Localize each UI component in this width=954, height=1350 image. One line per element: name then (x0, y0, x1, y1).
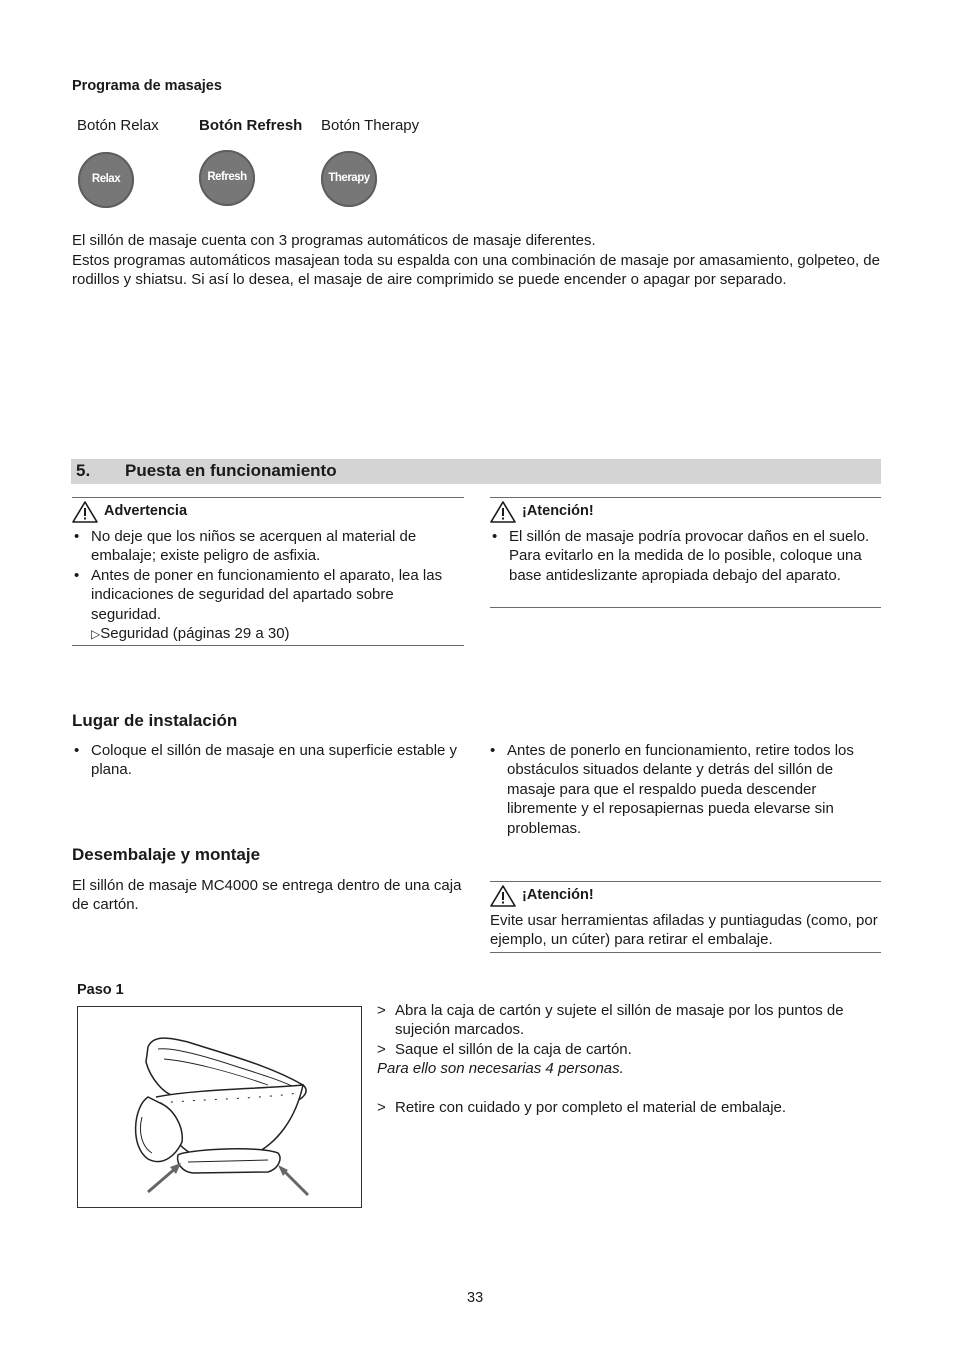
attention-2-bottom-rule (490, 952, 881, 953)
program-paragraph-1: El sillón de masaje cuenta con 3 programas automáticos de masaje diferentes. (72, 232, 596, 249)
step-instruction: > Abra la caja de cartón y sujete el sillón de masaje por los puntos de sujeción marcados. (377, 1001, 882, 1040)
warning-triangle-icon (490, 501, 516, 523)
step-note: Para ello son necesarias 4 personas. (377, 1060, 624, 1078)
attention-1-title: ¡Atención! (522, 503, 594, 520)
step-1-label: Paso 1 (77, 982, 124, 998)
step-1-figure (77, 1006, 362, 1208)
unpacking-text: El sillón de masaje MC4000 se entrega dentro de una caja de cartón. (72, 877, 462, 914)
warning-bottom-rule (72, 645, 464, 646)
attention-1-box (490, 501, 880, 585)
refresh-button-icon (199, 150, 255, 206)
step-instruction: > Saque el sillón de la caja de cartón. (377, 1040, 882, 1059)
attention-2-top-rule (490, 881, 881, 882)
attention-1-bottom-rule (490, 607, 881, 608)
step-1-instructions (377, 1001, 882, 1117)
program-paragraph-2: Estos programas automáticos masajean toda su espalda con una combinación de masaje por amasamiento, golpeteo, de rodillos y shiatsu. Si así lo desea, el masaje de aire comprimido se puede encender o apagar por separado. (72, 252, 880, 289)
program-heading: Programa de masajes (72, 78, 222, 94)
relax-badge-label: Relax (91, 173, 121, 186)
warning-triangle-icon (490, 885, 516, 907)
massage-chair-illustration (78, 1007, 361, 1207)
section-title: Puesta en funcionamiento (125, 461, 337, 480)
section-number: 5. (76, 461, 91, 480)
attention-2-box (490, 885, 881, 950)
therapy-badge-label: Therapy (328, 172, 370, 185)
warning-reference-text: Seguridad (páginas 29 a 30) (100, 625, 290, 643)
warning-item: • No deje que los niños se acerquen al material de embalaje; existe peligro de asfixia. (72, 527, 462, 566)
warning-top-rule (72, 497, 464, 498)
relax-caption: Botón Relax (77, 117, 159, 134)
warning-item: • Antes de poner en funcionamiento el aparato, lea las indicaciones de seguridad del apartado sobre seguridad. (72, 566, 462, 624)
therapy-caption: Botón Therapy (321, 117, 420, 134)
warning-title: Advertencia (104, 503, 188, 520)
installation-heading: Lugar de instalación (72, 711, 238, 730)
therapy-button-icon (321, 151, 377, 207)
warning-triangle-icon (72, 501, 98, 523)
attention-1-top-rule (490, 497, 881, 498)
step-instruction: > Retire con cuidado y por completo el material de embalaje. (377, 1098, 882, 1117)
refresh-caption: Botón Refresh (199, 117, 303, 134)
unpacking-heading: Desembalaje y montaje (72, 845, 261, 864)
attention-2-text: Evite usar herramientas afiladas y puntiagudas (como, por ejemplo, un cúter) para retirar el embalaje. (490, 912, 878, 949)
relax-button-icon (78, 152, 134, 208)
installation-left-item: • Coloque el sillón de masaje en una superficie estable y plana. (72, 741, 462, 780)
attention-1-item: • El sillón de masaje podría provocar daños en el suelo. Para evitarlo en la medida de lo posible, coloque una base antideslizante apropiada debajo del aparato. (490, 527, 880, 585)
refresh-badge-label: Refresh (207, 171, 247, 184)
page-number: 33 (467, 1290, 484, 1306)
installation-right-item: • Antes de ponerlo en funcionamiento, retire todos los obstáculos situados delante y detrás del sillón de masaje para que el respaldo pueda descender libremente y el reposapiernas pueda elevarse sin problemas. (488, 741, 880, 838)
warning-box (72, 501, 462, 644)
warning-reference (72, 624, 462, 644)
triangle-right-icon: ▷ (91, 627, 101, 642)
attention-2-title: ¡Atención! (522, 887, 594, 904)
